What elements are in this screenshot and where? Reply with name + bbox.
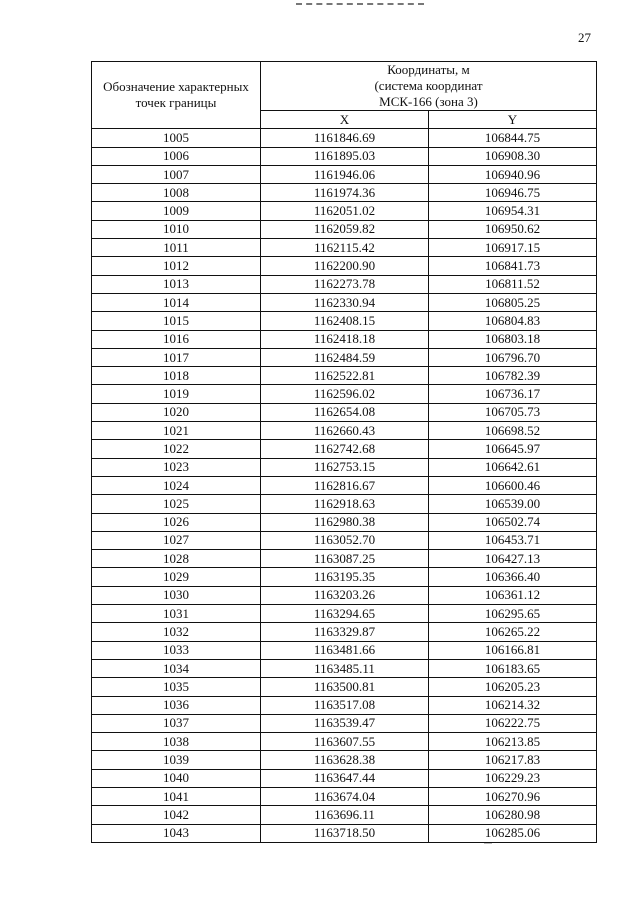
y-coordinate-cell: 106270.96 <box>429 787 597 805</box>
y-coordinate-cell: 106940.96 <box>429 165 597 183</box>
table-row <box>92 458 597 476</box>
x-coordinate-cell: 1161946.06 <box>261 165 429 183</box>
table-row <box>92 733 597 751</box>
y-coordinate-cell: 106805.25 <box>429 293 597 311</box>
page-number: 27 <box>578 30 591 45</box>
table-header <box>92 62 597 129</box>
table-row <box>92 440 597 458</box>
table-row <box>92 202 597 220</box>
coordinates-header <box>261 62 597 111</box>
point-id-cell: 1009 <box>92 202 261 220</box>
scan-mark <box>484 843 492 844</box>
point-id-cell: 1005 <box>92 129 261 147</box>
table-row <box>92 385 597 403</box>
y-coordinate-cell: 106366.40 <box>429 568 597 586</box>
y-coordinate-cell: 106166.81 <box>429 641 597 659</box>
table-row <box>92 824 597 842</box>
x-coordinate-cell: 1162418.18 <box>261 330 429 348</box>
table-row <box>92 714 597 732</box>
table-row <box>92 696 597 714</box>
x-coordinate-cell: 1163517.08 <box>261 696 429 714</box>
point-id-cell: 1031 <box>92 605 261 623</box>
y-coordinate-cell: 106705.73 <box>429 403 597 421</box>
y-coordinate-cell: 106642.61 <box>429 458 597 476</box>
x-coordinate-cell: 1162484.59 <box>261 348 429 366</box>
x-coordinate-cell: 1163647.44 <box>261 769 429 787</box>
table-row <box>92 348 597 366</box>
point-designation-header: Обозначение характерных точек границы <box>92 62 261 129</box>
y-coordinate-cell: 106804.83 <box>429 312 597 330</box>
x-coordinate-cell: 1162596.02 <box>261 385 429 403</box>
point-id-cell: 1012 <box>92 257 261 275</box>
point-id-cell: 1023 <box>92 458 261 476</box>
table-row <box>92 495 597 513</box>
point-id-cell: 1042 <box>92 806 261 824</box>
point-id-cell: 1024 <box>92 476 261 494</box>
x-coordinate-cell: 1163294.65 <box>261 605 429 623</box>
y-coordinate-cell: 106214.32 <box>429 696 597 714</box>
y-coordinate-cell: 106645.97 <box>429 440 597 458</box>
y-coordinate-cell: 106295.65 <box>429 605 597 623</box>
x-coordinate-cell: 1163203.26 <box>261 586 429 604</box>
table-row <box>92 751 597 769</box>
y-coordinate-cell: 106361.12 <box>429 586 597 604</box>
x-coordinate-cell: 1162059.82 <box>261 220 429 238</box>
table-row <box>92 367 597 385</box>
point-id-cell: 1040 <box>92 769 261 787</box>
point-id-cell: 1006 <box>92 147 261 165</box>
y-coordinate-cell: 106844.75 <box>429 129 597 147</box>
point-id-cell: 1033 <box>92 641 261 659</box>
point-id-cell: 1036 <box>92 696 261 714</box>
coordinates-table <box>91 61 597 843</box>
y-coordinate-cell: 106453.71 <box>429 531 597 549</box>
y-coordinate-cell: 106427.13 <box>429 550 597 568</box>
x-coordinate-cell: 1162742.68 <box>261 440 429 458</box>
point-id-cell: 1022 <box>92 440 261 458</box>
coordinates-header-line-1: Координаты, м <box>387 62 470 77</box>
x-coordinate-cell: 1162660.43 <box>261 422 429 440</box>
x-coordinate-cell: 1162051.02 <box>261 202 429 220</box>
x-coordinate-cell: 1163195.35 <box>261 568 429 586</box>
table-row <box>92 623 597 641</box>
y-axis-header: Y <box>429 111 597 129</box>
y-coordinate-cell: 106183.65 <box>429 659 597 677</box>
x-coordinate-cell: 1163539.47 <box>261 714 429 732</box>
x-coordinate-cell: 1163674.04 <box>261 787 429 805</box>
x-coordinate-cell: 1162408.15 <box>261 312 429 330</box>
table-row <box>92 147 597 165</box>
point-id-cell: 1010 <box>92 220 261 238</box>
point-id-cell: 1021 <box>92 422 261 440</box>
table-row <box>92 586 597 604</box>
table-row <box>92 806 597 824</box>
table-row <box>92 550 597 568</box>
y-coordinate-cell: 106736.17 <box>429 385 597 403</box>
point-id-cell: 1028 <box>92 550 261 568</box>
y-coordinate-cell: 106796.70 <box>429 348 597 366</box>
y-coordinate-cell: 106600.46 <box>429 476 597 494</box>
point-id-cell: 1039 <box>92 751 261 769</box>
y-coordinate-cell: 106908.30 <box>429 147 597 165</box>
point-id-cell: 1027 <box>92 531 261 549</box>
point-id-cell: 1032 <box>92 623 261 641</box>
x-coordinate-cell: 1163718.50 <box>261 824 429 842</box>
table-row <box>92 312 597 330</box>
coordinates-header-line-3: МСК-166 (зона 3) <box>379 94 478 109</box>
table-row <box>92 568 597 586</box>
x-coordinate-cell: 1163628.38 <box>261 751 429 769</box>
x-coordinate-cell: 1163607.55 <box>261 733 429 751</box>
y-coordinate-cell: 106950.62 <box>429 220 597 238</box>
table-row <box>92 605 597 623</box>
x-coordinate-cell: 1162273.78 <box>261 275 429 293</box>
table-row <box>92 513 597 531</box>
y-coordinate-cell: 106782.39 <box>429 367 597 385</box>
x-coordinate-cell: 1162115.42 <box>261 239 429 257</box>
y-coordinate-cell: 106229.23 <box>429 769 597 787</box>
x-coordinate-cell: 1162200.90 <box>261 257 429 275</box>
scan-top-rule <box>296 3 424 5</box>
x-coordinate-cell: 1163052.70 <box>261 531 429 549</box>
table-row <box>92 165 597 183</box>
x-coordinate-cell: 1162753.15 <box>261 458 429 476</box>
table-row <box>92 330 597 348</box>
point-id-cell: 1015 <box>92 312 261 330</box>
x-coordinate-cell: 1161895.03 <box>261 147 429 165</box>
point-id-cell: 1026 <box>92 513 261 531</box>
table-body <box>92 129 597 843</box>
point-id-cell: 1037 <box>92 714 261 732</box>
point-id-cell: 1016 <box>92 330 261 348</box>
x-coordinate-cell: 1163696.11 <box>261 806 429 824</box>
point-id-cell: 1030 <box>92 586 261 604</box>
y-coordinate-cell: 106811.52 <box>429 275 597 293</box>
x-coordinate-cell: 1162522.81 <box>261 367 429 385</box>
y-coordinate-cell: 106539.00 <box>429 495 597 513</box>
point-id-cell: 1034 <box>92 659 261 677</box>
point-id-cell: 1011 <box>92 239 261 257</box>
x-coordinate-cell: 1161974.36 <box>261 184 429 202</box>
table-row <box>92 422 597 440</box>
x-coordinate-cell: 1162654.08 <box>261 403 429 421</box>
coordinates-header-line-2: (система координат <box>374 78 483 93</box>
y-coordinate-cell: 106803.18 <box>429 330 597 348</box>
x-coordinate-cell: 1161846.69 <box>261 129 429 147</box>
y-coordinate-cell: 106265.22 <box>429 623 597 641</box>
x-coordinate-cell: 1163481.66 <box>261 641 429 659</box>
table-row <box>92 239 597 257</box>
x-coordinate-cell: 1163500.81 <box>261 678 429 696</box>
table-row <box>92 678 597 696</box>
x-coordinate-cell: 1163485.11 <box>261 659 429 677</box>
table-row <box>92 476 597 494</box>
point-id-cell: 1013 <box>92 275 261 293</box>
point-id-cell: 1014 <box>92 293 261 311</box>
table-row <box>92 787 597 805</box>
point-id-cell: 1007 <box>92 165 261 183</box>
table-row <box>92 129 597 147</box>
point-id-cell: 1038 <box>92 733 261 751</box>
table-row <box>92 769 597 787</box>
y-coordinate-cell: 106502.74 <box>429 513 597 531</box>
point-id-cell: 1035 <box>92 678 261 696</box>
y-coordinate-cell: 106954.31 <box>429 202 597 220</box>
table-row <box>92 220 597 238</box>
x-axis-header: X <box>261 111 429 129</box>
table-row <box>92 659 597 677</box>
point-id-cell: 1008 <box>92 184 261 202</box>
table-row <box>92 531 597 549</box>
point-id-cell: 1018 <box>92 367 261 385</box>
table-row <box>92 293 597 311</box>
y-coordinate-cell: 106217.83 <box>429 751 597 769</box>
y-coordinate-cell: 106222.75 <box>429 714 597 732</box>
table-row <box>92 403 597 421</box>
point-id-cell: 1019 <box>92 385 261 403</box>
table-row <box>92 257 597 275</box>
y-coordinate-cell: 106205.23 <box>429 678 597 696</box>
y-coordinate-cell: 106698.52 <box>429 422 597 440</box>
point-id-cell: 1043 <box>92 824 261 842</box>
y-coordinate-cell: 106841.73 <box>429 257 597 275</box>
y-coordinate-cell: 106280.98 <box>429 806 597 824</box>
point-id-cell: 1041 <box>92 787 261 805</box>
x-coordinate-cell: 1162330.94 <box>261 293 429 311</box>
y-coordinate-cell: 106213.85 <box>429 733 597 751</box>
x-coordinate-cell: 1162816.67 <box>261 476 429 494</box>
y-coordinate-cell: 106285.06 <box>429 824 597 842</box>
y-coordinate-cell: 106946.75 <box>429 184 597 202</box>
header-row-top <box>92 62 597 111</box>
table-row <box>92 641 597 659</box>
x-coordinate-cell: 1163087.25 <box>261 550 429 568</box>
x-coordinate-cell: 1163329.87 <box>261 623 429 641</box>
point-id-cell: 1020 <box>92 403 261 421</box>
table-row <box>92 184 597 202</box>
point-id-cell: 1025 <box>92 495 261 513</box>
point-id-cell: 1017 <box>92 348 261 366</box>
x-coordinate-cell: 1162980.38 <box>261 513 429 531</box>
y-coordinate-cell: 106917.15 <box>429 239 597 257</box>
table-row <box>92 275 597 293</box>
x-coordinate-cell: 1162918.63 <box>261 495 429 513</box>
point-id-cell: 1029 <box>92 568 261 586</box>
